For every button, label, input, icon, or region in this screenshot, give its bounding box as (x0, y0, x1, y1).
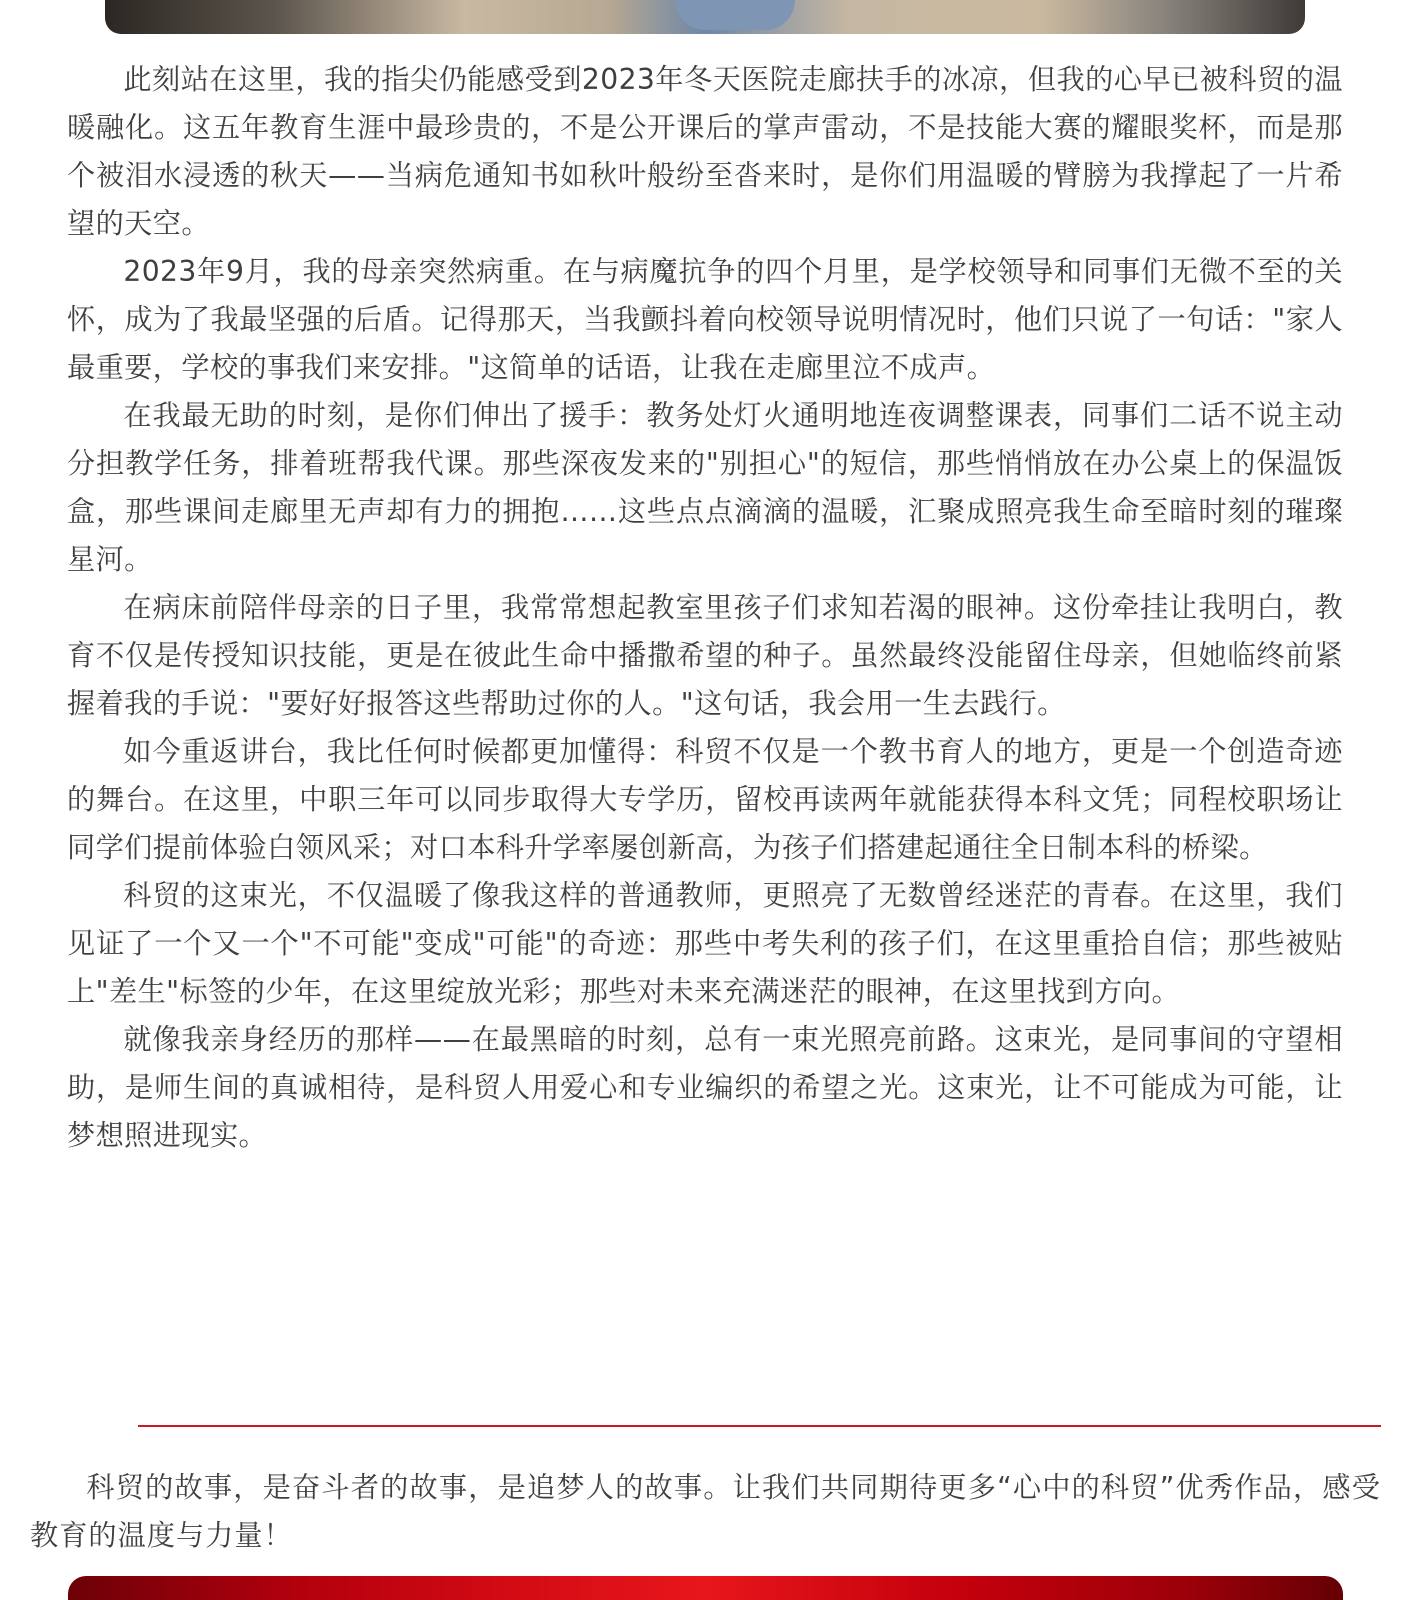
closing-paragraph: 科贸的故事，是奋斗者的故事，是追梦人的故事。让我们共同期待更多“心中的科贸”优秀作品，感受教育的温度与力量！ (30, 1471, 1381, 1552)
photo-figure (675, 0, 795, 30)
article-paragraph: 如今重返讲台，我比任何时候都更加懂得：科贸不仅是一个教书育人的地方，更是一个创造奇迹的舞台。在这里，中职三年可以同步取得大专学历，留校再读两年就能获得本科文凭；同程校职场让同学们提前体验白领风采；对口本科升学率屡创新高，为孩子们搭建起通往全日制本科的桥梁。 (67, 735, 1343, 864)
article-paragraph: 在我最无助的时刻，是你们伸出了援手：教务处灯火通明地连夜调整课表，同事们二话不说主动分担教学任务，排着班帮我代课。那些深夜发来的"别担心"的短信，那些悄悄放在办公桌上的保温饭盒，那些课间走廊里无声却有力的拥抱……这些点点滴滴的温暖，汇聚成照亮我生命至暗时刻的璀璨星河。 (67, 399, 1343, 576)
section-divider (138, 1425, 1381, 1427)
article-photo-bottom-edge (105, 0, 1305, 34)
closing-section (30, 1464, 1381, 1560)
article-paragraph: 此刻站在这里，我的指尖仍能感受到2023年冬天医院走廊扶手的冰凉，但我的心早已被科贸的温暖融化。这五年教育生涯中最珍贵的，不是公开课后的掌声雷动，不是技能大赛的耀眼奖杯，而是那个被泪水浸透的秋天——当病危通知书如秋叶般纷至沓来时，是你们用温暖的臂膀为我撑起了一片希望的天空。 (67, 63, 1343, 240)
article-paragraph: 2023年9月，我的母亲突然病重。在与病魔抗争的四个月里，是学校领导和同事们无微不至的关怀，成为了我最坚强的后盾。记得那天，当我颤抖着向校领导说明情况时，他们只说了一句话："家人最重要，学校的事我们来安排。"这简单的话语，让我在走廊里泣不成声。 (67, 255, 1343, 384)
red-banner-image (68, 1576, 1343, 1600)
article-body (67, 56, 1343, 1160)
article-paragraph: 在病床前陪伴母亲的日子里，我常常想起教室里孩子们求知若渴的眼神。这份牵挂让我明白，教育不仅是传授知识技能，更是在彼此生命中播撒希望的种子。虽然最终没能留住母亲，但她临终前紧握着我的手说："要好好报答这些帮助过你的人。"这句话，我会用一生去践行。 (67, 591, 1343, 720)
article-paragraph: 科贸的这束光，不仅温暖了像我这样的普通教师，更照亮了无数曾经迷茫的青春。在这里，我们见证了一个又一个"不可能"变成"可能"的奇迹：那些中考失利的孩子们，在这里重拾自信；那些被贴上"差生"标签的少年，在这里绽放光彩；那些对未来充满迷茫的眼神，在这里找到方向。 (67, 879, 1343, 1008)
article-paragraph: 就像我亲身经历的那样——在最黑暗的时刻，总有一束光照亮前路。这束光，是同事间的守望相助，是师生间的真诚相待，是科贸人用爱心和专业编织的希望之光。这束光，让不可能成为可能，让梦想照进现实。 (67, 1023, 1343, 1152)
